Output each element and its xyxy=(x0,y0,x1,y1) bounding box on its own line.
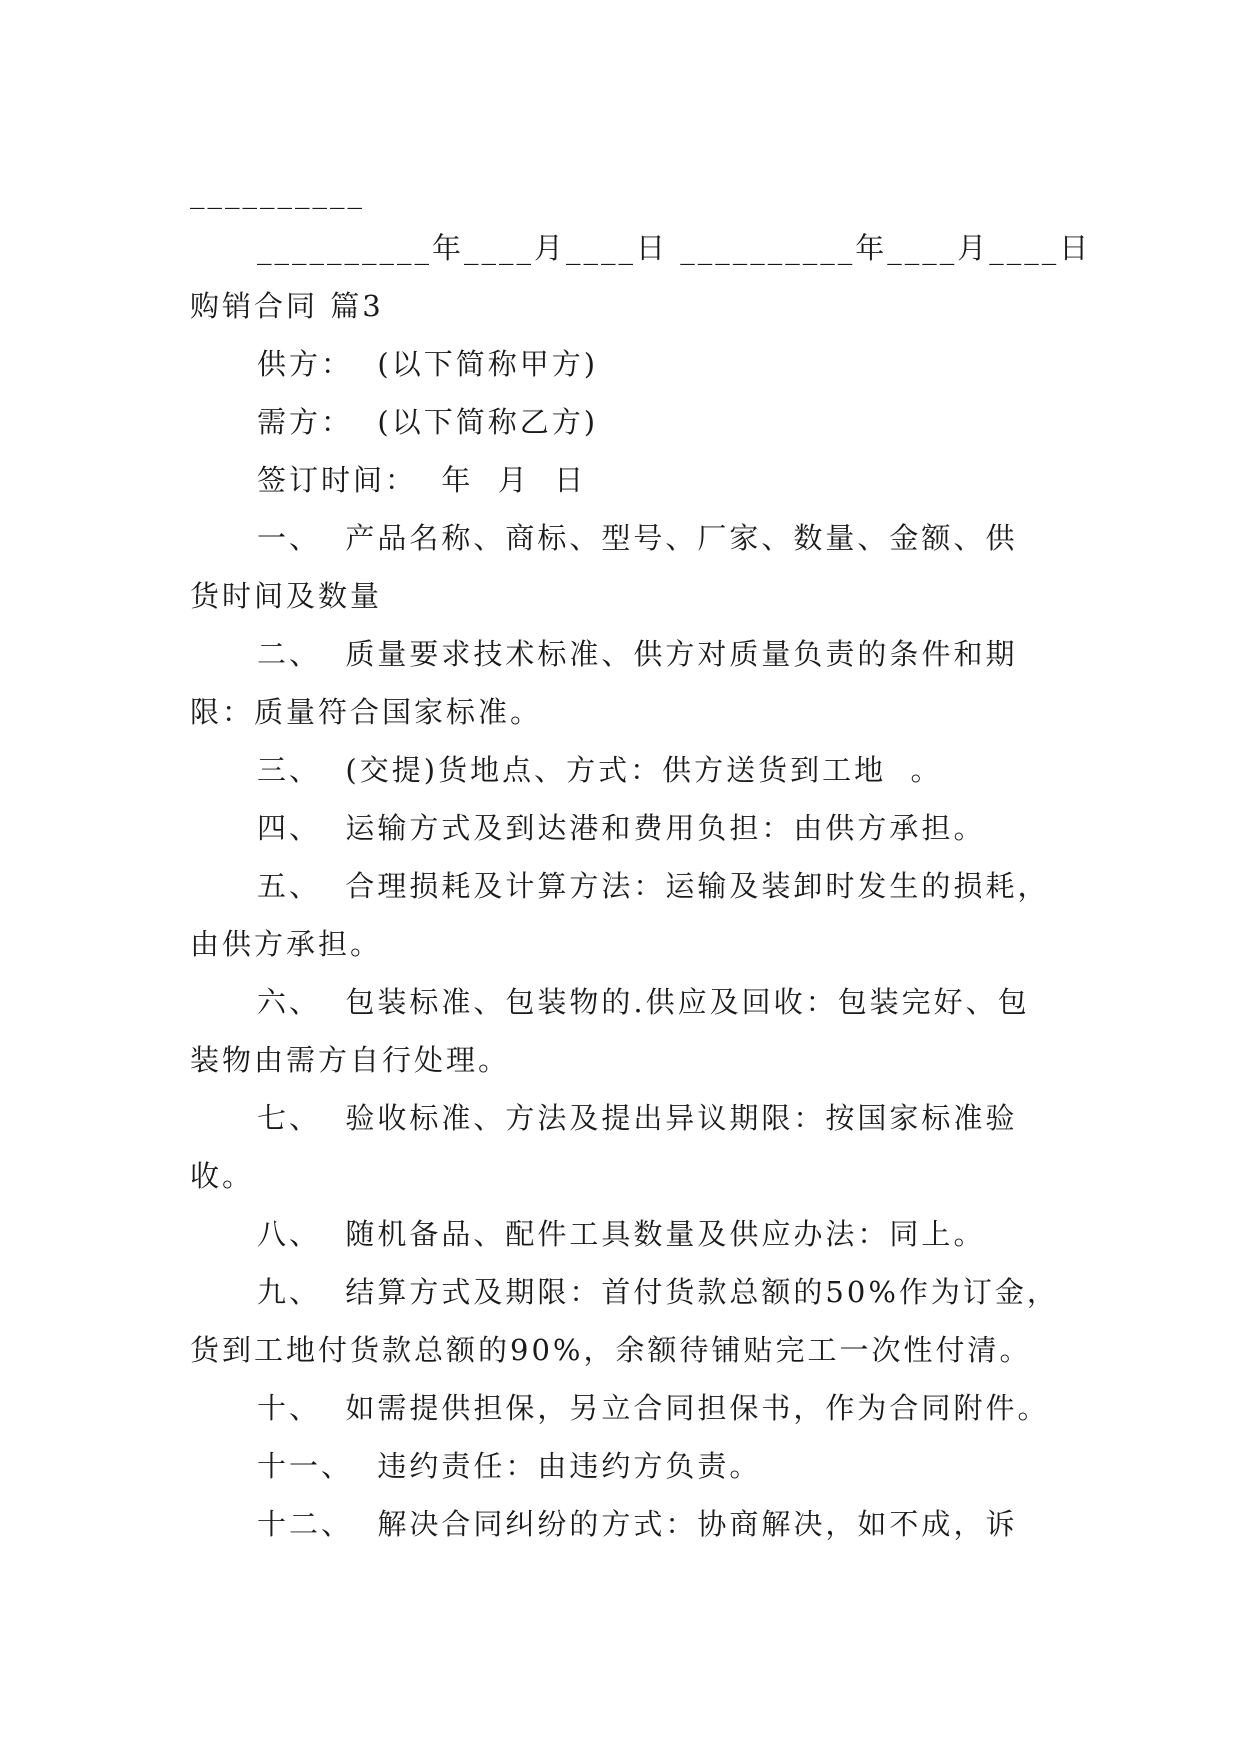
clause-2: 二、 质量要求技术标准、供方对质量负责的条件和期 xyxy=(257,637,1018,671)
clause-1-cont: 货时间及数量 xyxy=(190,579,383,613)
clause-6: 六、 包装标准、包装物的.供应及回收：包装完好、包 xyxy=(257,985,1030,1019)
signing-date-line: __________年____月____日 __________年____月____日 xyxy=(257,231,1092,265)
clause-7-cont: 收。 xyxy=(190,1159,255,1193)
clause-8: 八、 随机备品、配件工具数量及供应办法：同上。 xyxy=(257,1217,986,1251)
buyer-line: 需方： (以下简称乙方) xyxy=(257,405,599,439)
supplier-line: 供方： (以下简称甲方) xyxy=(257,347,599,381)
clause-1: 一、 产品名称、商标、型号、厂家、数量、金额、供 xyxy=(257,521,1018,555)
clause-7: 七、 验收标准、方法及提出异议期限：按国家标准验 xyxy=(257,1101,1018,1135)
clause-2-cont: 限：质量符合国家标准。 xyxy=(190,695,543,729)
clause-5: 五、 合理损耗及计算方法：运输及装卸时发生的损耗， xyxy=(257,869,1050,903)
section-title: 购销合同 篇3 xyxy=(190,289,384,323)
signing-time-line: 签订时间： 年 月 日 xyxy=(257,463,587,497)
clause-12: 十二、 解决合同纠纷的方式：协商解决，如不成，诉 xyxy=(257,1507,1018,1541)
clause-11: 十一、 违约责任：由违约方负责。 xyxy=(257,1449,762,1483)
clause-10: 十、 如需提供担保，另立合同担保书，作为合同附件。 xyxy=(257,1391,1050,1425)
clause-6-cont: 装物由需方自行处理。 xyxy=(190,1043,511,1077)
signature-blank-line: __________ xyxy=(190,175,365,209)
clause-9: 九、 结算方式及期限：首付货款总额的50%作为订金， xyxy=(257,1275,1059,1309)
clause-3: 三、 (交提)货地点、方式：供方送货到工地 。 xyxy=(257,753,943,787)
clause-9-cont: 货到工地付货款总额的90%，余额待铺贴完工一次性付清。 xyxy=(190,1333,1032,1367)
clause-4: 四、 运输方式及到达港和费用负担：由供方承担。 xyxy=(257,811,986,845)
clause-5-cont: 由供方承担。 xyxy=(190,927,383,961)
